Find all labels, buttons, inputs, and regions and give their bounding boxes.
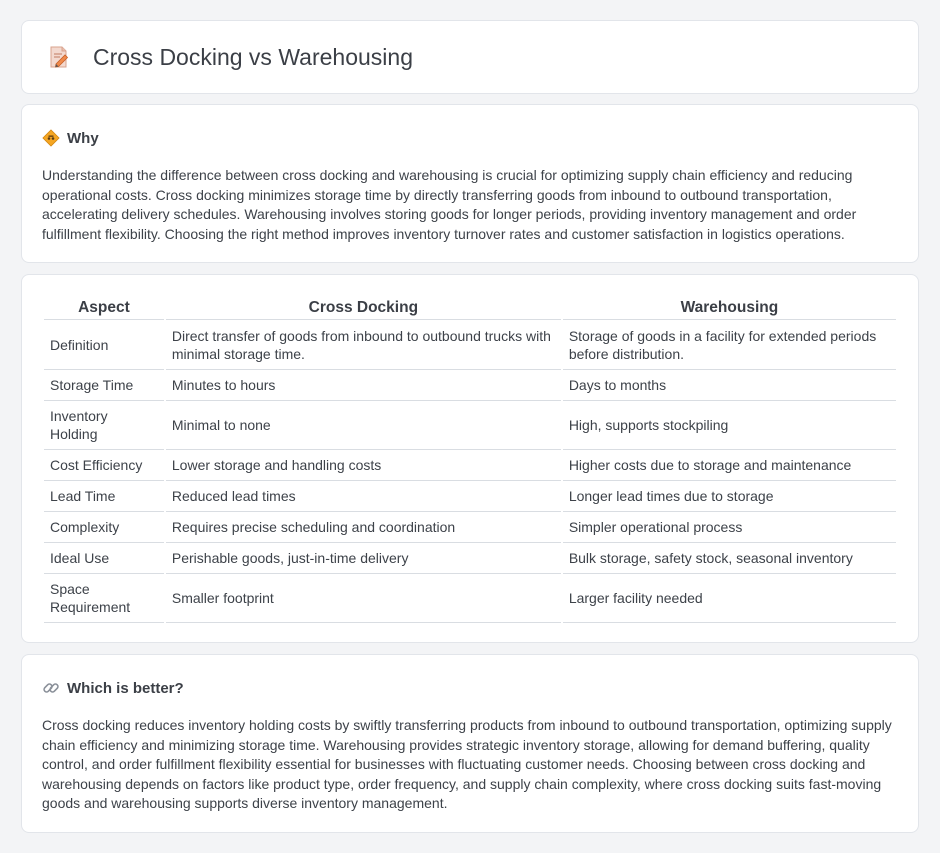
why-title: Why	[67, 129, 99, 147]
better-heading	[42, 678, 898, 698]
aspect-cell: Inventory Holding	[44, 401, 164, 450]
warehousing-cell: Days to months	[563, 370, 896, 401]
page-title: Cross Docking vs Warehousing	[93, 43, 413, 70]
aspect-cell: Cost Efficiency	[44, 450, 164, 481]
cross-docking-cell: Perishable goods, just-in-time delivery	[166, 543, 561, 574]
why-section	[21, 104, 919, 263]
aspect-cell: Definition	[44, 320, 164, 370]
table-row	[44, 574, 896, 623]
which-is-better-section	[21, 654, 919, 833]
title-card	[21, 20, 919, 94]
page	[21, 20, 919, 833]
table-row	[44, 450, 896, 481]
why-text: Understanding the difference between cross docking and warehousing is crucial for optimizing supply chain efficiency and reducing operational costs. Cross docking minimizes storage time by directly transferring goods from inbound to outbound transportation, accelerating delivery schedules. Warehousing involves storing goods for longer periods, providing inventory management and order fulfillment flexibility. Choosing the right method improves inventory turnover rates and customer satisfaction in logistics operations.	[42, 167, 857, 242]
table-row	[44, 370, 896, 401]
link-icon	[42, 679, 60, 697]
why-heading	[42, 128, 898, 148]
cross-docking-cell: Minutes to hours	[166, 370, 561, 401]
table-row	[44, 543, 896, 574]
document-pencil-icon	[47, 45, 71, 69]
road-sign-icon	[42, 129, 60, 147]
table-row	[44, 401, 896, 450]
aspect-cell: Space Requirement	[44, 574, 164, 623]
warehousing-cell: Higher costs due to storage and maintenance	[563, 450, 896, 481]
warehousing-cell: Bulk storage, safety stock, seasonal inventory	[563, 543, 896, 574]
warehousing-cell: Simpler operational process	[563, 512, 896, 543]
cross-docking-cell: Lower storage and handling costs	[166, 450, 561, 481]
aspect-cell: Storage Time	[44, 370, 164, 401]
aspect-cell: Lead Time	[44, 481, 164, 512]
table-header-row	[44, 296, 896, 320]
cross-docking-cell: Minimal to none	[166, 401, 561, 450]
aspect-cell: Ideal Use	[44, 543, 164, 574]
header-cross-docking: Cross Docking	[166, 296, 561, 320]
comparison-table	[42, 296, 898, 623]
cross-docking-cell: Reduced lead times	[166, 481, 561, 512]
warehousing-cell: Storage of goods in a facility for extended periods before distribution.	[563, 320, 896, 370]
header-warehousing: Warehousing	[563, 296, 896, 320]
warehousing-cell: High, supports stockpiling	[563, 401, 896, 450]
better-title: Which is better?	[67, 679, 184, 697]
header-aspect: Aspect	[44, 296, 164, 320]
warehousing-cell: Larger facility needed	[563, 574, 896, 623]
better-text: Cross docking reduces inventory holding costs by swiftly transferring products from inbound to outbound transportation, optimizing supply chain efficiency and minimizing storage time. Warehousing provides strategic inventory storage, allowing for demand buffering, quality control, and order fulfillment flexibility essential for businesses with fluctuating customer needs. Choosing between cross docking and warehousing depends on factors like product type, order frequency, and supply chain complexity, where cross docking suits fast-moving goods and warehousing supports diverse inventory management.	[42, 717, 892, 811]
table-row	[44, 512, 896, 543]
table-row	[44, 320, 896, 370]
cross-docking-cell: Requires precise scheduling and coordination	[166, 512, 561, 543]
cross-docking-cell: Smaller footprint	[166, 574, 561, 623]
cross-docking-cell: Direct transfer of goods from inbound to outbound trucks with minimal storage time.	[166, 320, 561, 370]
comparison-section	[21, 274, 919, 643]
aspect-cell: Complexity	[44, 512, 164, 543]
table-row	[44, 481, 896, 512]
warehousing-cell: Longer lead times due to storage	[563, 481, 896, 512]
